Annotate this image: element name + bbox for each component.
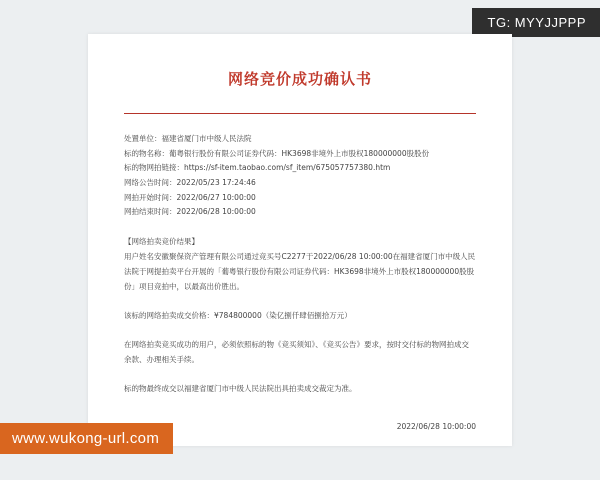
field-line: 标的物网拍链接：https://sf-item.taobao.com/sf_item/675057757380.htm — [124, 163, 391, 173]
spacer — [124, 294, 476, 308]
page-title: 网络竞价成功确认书 — [227, 70, 372, 88]
result-paragraph: 用户姓名安徽聚保资产管理有限公司通过竞买号C2277于2022/06/28 10:00:00在福建省厦门市中级人民法院于网提拍卖平台开展的「葡粤银行股份有限公司证券代码：HK3698非境外上市股权180000000股股份」项目竞拍中，以最高出价胜出。 — [124, 251, 476, 291]
result-heading: 【网络拍卖竞价结果】 — [124, 236, 199, 246]
document-page — [88, 34, 512, 446]
field-line: 网拍开始时间：2022/06/27 10:00:00 — [124, 192, 256, 202]
spacer — [124, 367, 476, 381]
final-price-line: 该标的网络拍卖成交价格：¥784800000（染亿捌仟肆佰捌拾万元） — [124, 310, 352, 320]
document-body — [124, 132, 476, 396]
field-line: 标的物名称：葡粤银行股份有限公司证券代码：HK3698非境外上市股权180000000股股份 — [124, 148, 430, 158]
spacer — [124, 220, 476, 234]
field-line: 网拍结束时间：2022/06/28 10:00:00 — [124, 207, 256, 217]
field-line: 处置单位：福建省厦门市中级人民法院 — [124, 134, 252, 143]
closing-paragraph: 标的物最终成交以福建省厦门市中级人民法院出具拍卖成交裁定为准。 — [124, 383, 357, 393]
title-divider — [124, 113, 476, 114]
footer-timestamp: 2022/06/28 10:00:00 — [396, 421, 476, 431]
watermark-url: www.wukong-url.com — [0, 423, 173, 454]
spacer — [124, 323, 476, 337]
field-line: 网络公告时间：2022/05/23 17:24:46 — [124, 177, 256, 187]
notice-paragraph: 在网络拍卖竞买成功的用户，必须依照标的物《竞买须知》、《竞买公告》要求，按时交付标的物网拍成交余款、办理相关手续。 — [124, 339, 469, 364]
telegram-tag-badge: TG: MYYJJPPP — [472, 8, 600, 37]
